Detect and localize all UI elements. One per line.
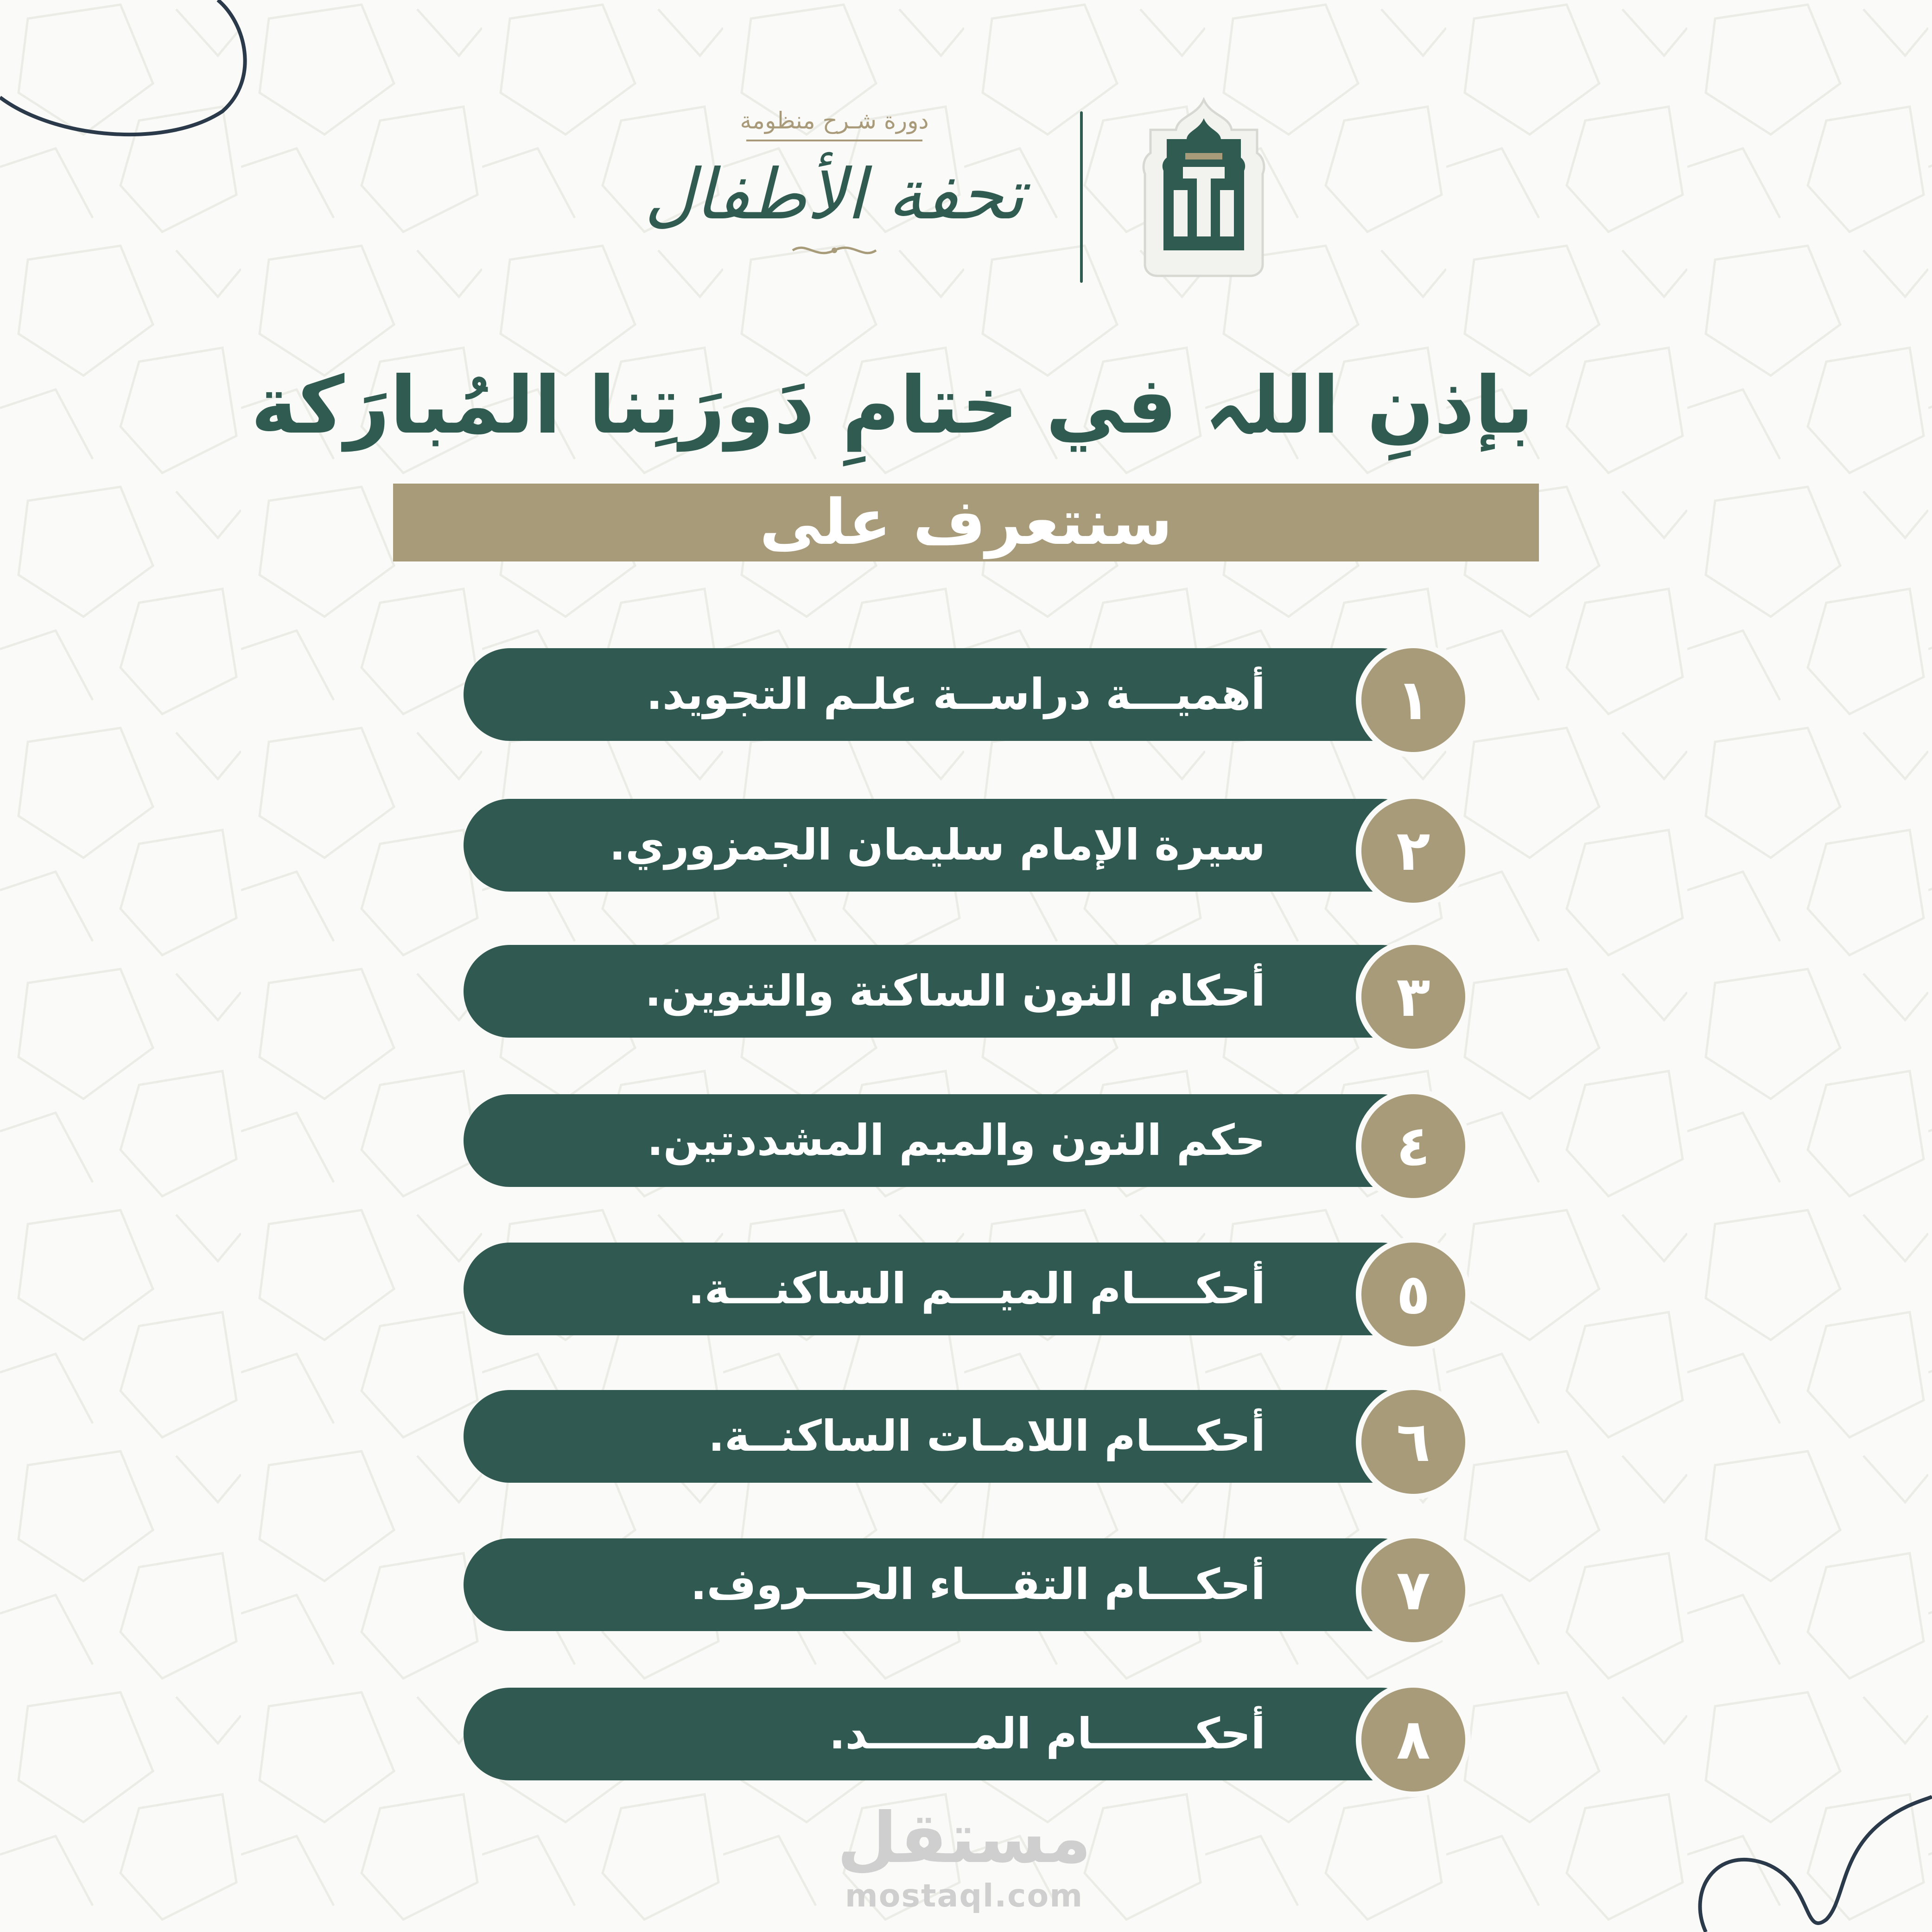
sub-banner xyxy=(393,484,1539,561)
subtitle-rule xyxy=(746,140,922,141)
ornament-icon xyxy=(788,239,881,262)
course-name: تحفة الأطفال xyxy=(644,154,1024,235)
topic-text: سيرة الإمام سليمان الجمزوري. xyxy=(609,820,1265,870)
course-title-block xyxy=(630,104,1038,271)
topic-number-badge: ١ xyxy=(1356,643,1471,758)
topic-text: أحكــــام الميـــم الساكنـــة. xyxy=(688,1264,1265,1314)
topic-number-badge: ٥ xyxy=(1356,1237,1471,1352)
topic-number-badge: ٤ xyxy=(1356,1089,1471,1204)
topic-item xyxy=(464,1390,1469,1483)
watermark-url: mostaql.com xyxy=(845,1878,1084,1914)
topic-item xyxy=(464,1243,1469,1335)
topic-number-badge: ٧ xyxy=(1356,1533,1471,1648)
topic-number-badge: ٦ xyxy=(1356,1384,1471,1499)
topic-text: أحكام النون الساكنة والتنوين. xyxy=(645,966,1265,1016)
topic-text: أحكـــام اللامـات الساكنــة. xyxy=(708,1411,1265,1461)
main-heading: بإذنِ اللہ في ختامِ دَورَتِنا المُبارَكة xyxy=(251,360,1534,452)
topic-item xyxy=(464,648,1469,741)
topic-item xyxy=(464,1688,1469,1780)
course-subtitle: دورة شـرح منظومة xyxy=(740,107,929,134)
header xyxy=(0,0,1932,297)
topic-number-badge: ٢ xyxy=(1356,793,1471,908)
bottom-right-curve-decoration xyxy=(1687,1753,1932,1932)
topic-number-badge: ٨ xyxy=(1356,1682,1471,1797)
watermark-logo-text: مستقل xyxy=(837,1798,1092,1879)
topic-text: حكم النون والميم المشددتين. xyxy=(647,1116,1265,1165)
sub-banner-text: سنتعرف على xyxy=(759,486,1173,559)
topic-text: أهميـــة دراســة علـم التجويد. xyxy=(646,670,1265,719)
topic-number-badge: ٣ xyxy=(1356,939,1471,1054)
header-divider xyxy=(1080,111,1083,283)
topic-text: أحكـــام التقـــاء الحـــروف. xyxy=(690,1560,1265,1609)
topic-item xyxy=(464,1538,1469,1631)
topic-item xyxy=(464,1094,1469,1187)
topic-item xyxy=(464,799,1469,892)
topic-text: أحكـــــــام المـــــــد. xyxy=(829,1709,1265,1759)
topic-item xyxy=(464,945,1469,1038)
mostaql-watermark xyxy=(788,1799,1140,1919)
mosque-book-emblem-icon xyxy=(1141,97,1266,278)
